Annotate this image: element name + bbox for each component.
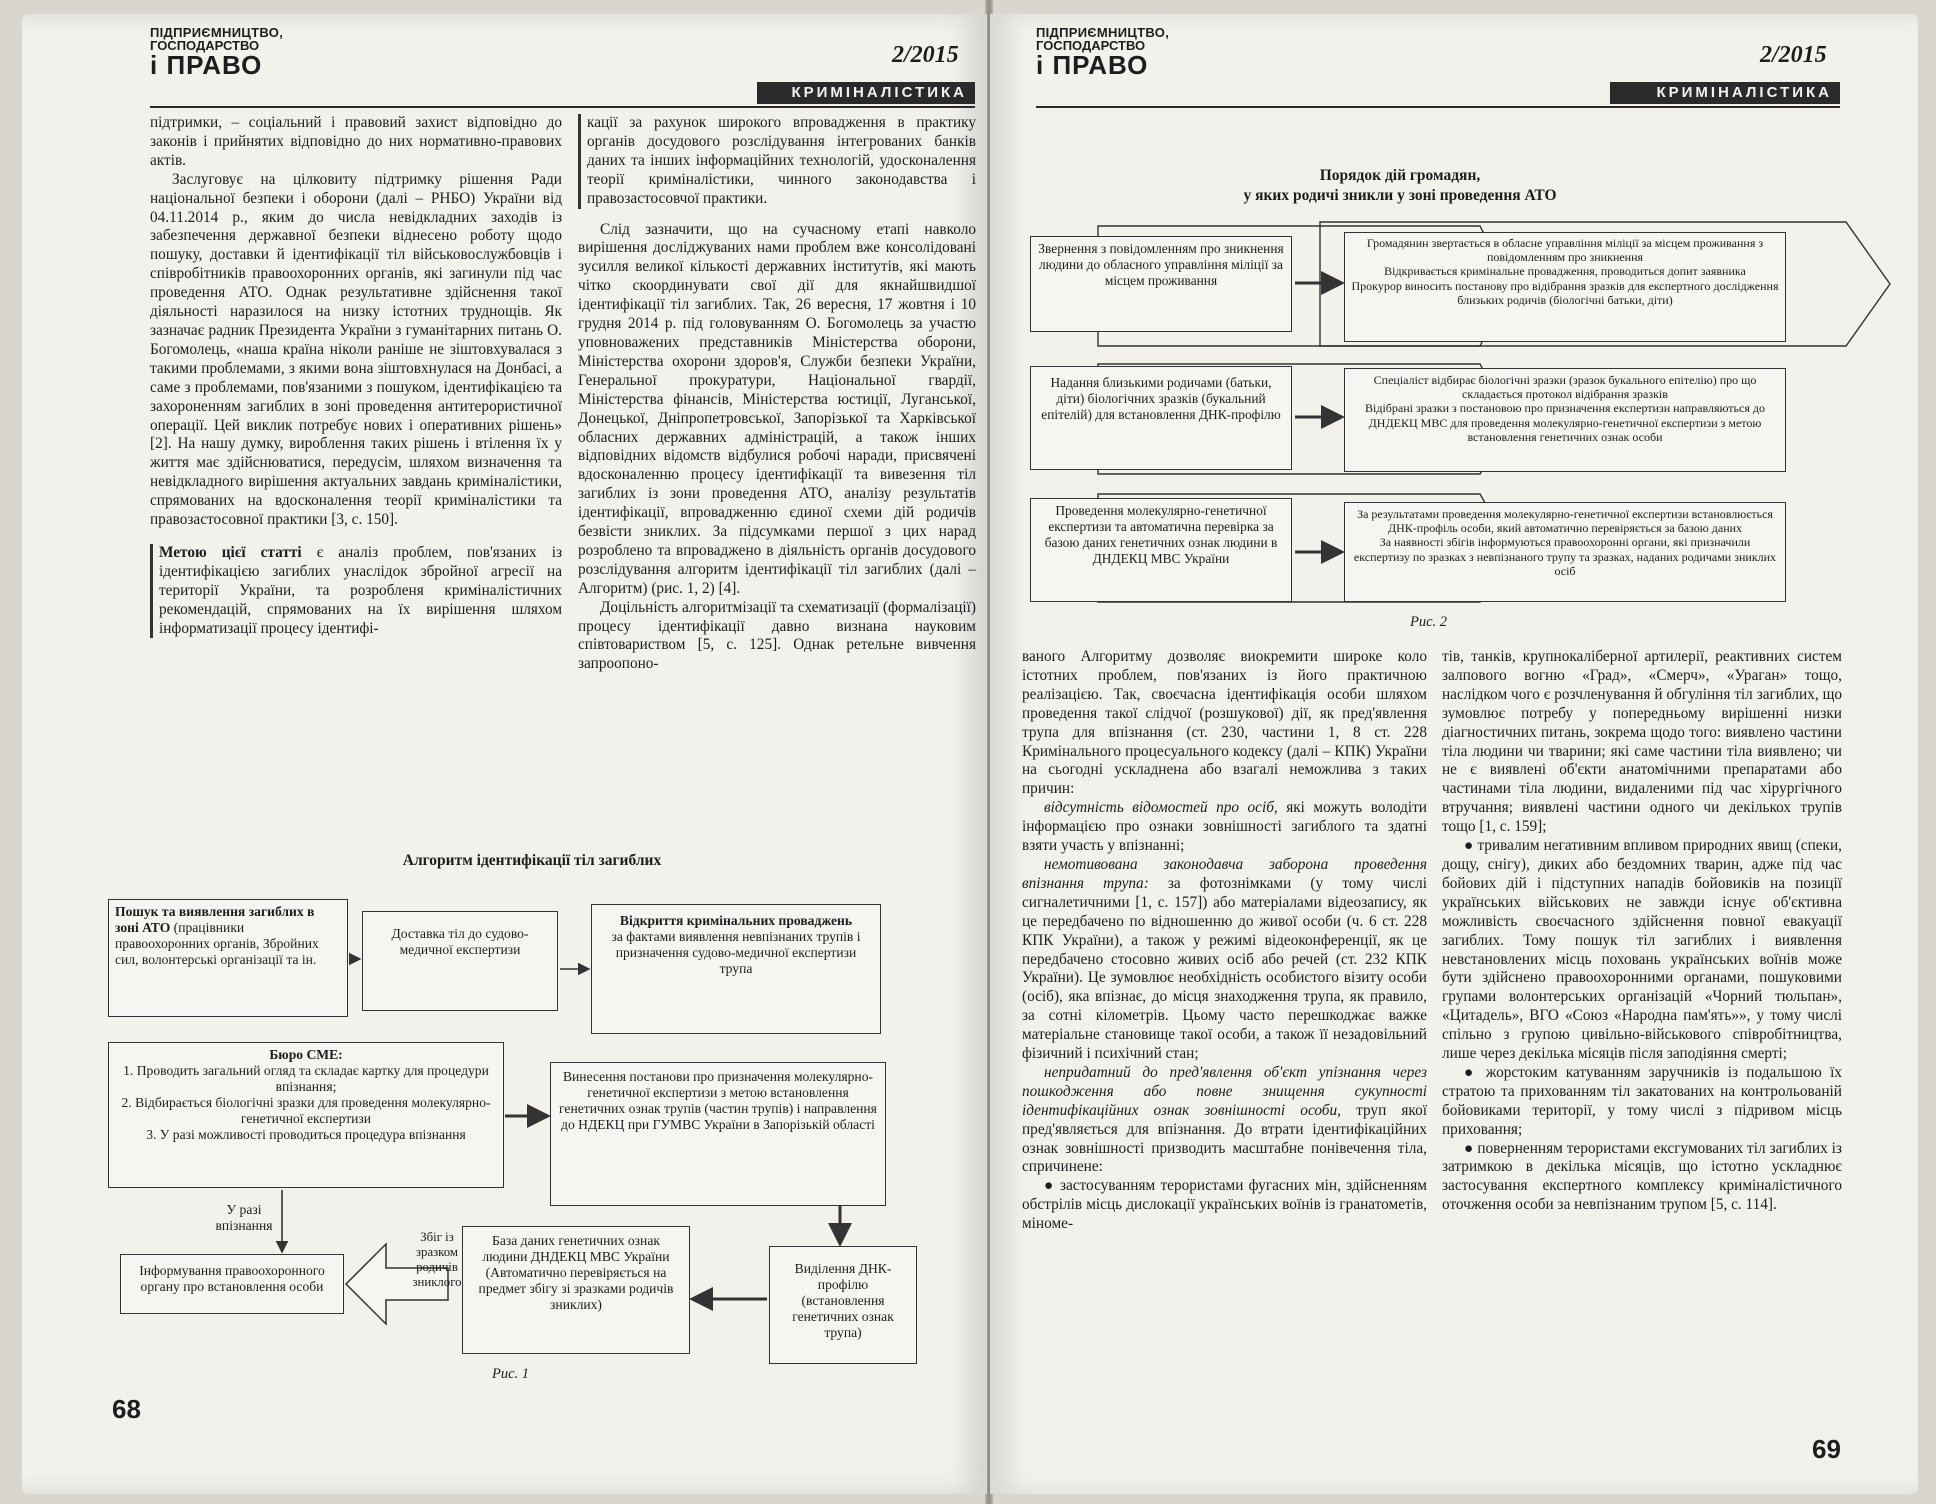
- fig1-title: Алгоритм ідентифікації тіл загиблих: [402, 852, 662, 869]
- page-number: 69: [1812, 1434, 1841, 1464]
- list-item: немотивована законодавча заборона проведення впізнання трупа: за фотознімками (у тому числі сигналетичними [1, с. 157]) або матеріалами відеозапису, як це передбачено по відношенню до живої особи (ч. 6 ст. 228 КПК України), а також у режимі відеоконференції, як це передбачено стосовно живих осіб або речей (ст. 232 КПК України). Це зумовлює необхідність особистого візиту особи (осіб), яка впізнає, до місця знаходження трупа, як правило, за сотні кілометрів. Цьому часто перешкоджає важке матеріальне становище такої особи, а також її незадовільний фізичний і психічний стан;: [1022, 855, 1428, 1063]
- page-number: 68: [112, 1394, 141, 1424]
- fig1-if-identified-label: У разі впізнання: [215, 1202, 273, 1233]
- bullet-item: ● поверненням терористами ексгумованих тіл загиблих із затримкою в декілька місяців, що істотно ускладнює застосування експертного комплексу криміналістичного оточження особи за невпізнаним трупом [5, с. 114].: [1442, 1139, 1842, 1214]
- paragraph: кації за рахунок широкого впровадження в практику органів досудового розслідування інтегрованих банків даних та інших інформаційних технологій, удосконалення теорії криміналістики, чинного законодавства і правозастосовчої практики.: [578, 114, 976, 209]
- right-page: [990, 14, 1918, 1494]
- issue-number: 2/2015: [892, 42, 959, 68]
- fig2-title: Порядок дій громадян, у яких родичі зникли у зоні проведення АТО: [1243, 167, 1557, 204]
- paragraph: Заслуговує на цілковиту підтримку рішення Ради національної безпеки і оборони (далі – РНБО) України від 04.11.2014 р., яким до числа невідкладних заходів із забезпечення державної безпеки віднесено роботу щодо пошуку, доставки й ідентифікації тіл військовослужбовців і співробітників правоохоронних органів, які загинули під час проведення АТО. Однак результативне здійснення такої діяльності наразилося на низку істотних труднощів. Як зазначає радник Президента України з гуманітарних питань О. Богомолець, «наша країна ніколи раніше не зіштовхувалася з такими проблемами, з якими вона зіштовхнулася на Донбасі, а саме з проблемами, пов'язаними з пошуком, ідентифікацією та захороненням загиблих в зоні проведення антитерористичної операції. Цей виклик потребує нових і оперативних рішень» [2]. На нашу думку, вироблення таких рішень і втілення їх у життя має здійснюватися, передусім, шляхом визначення та невідкладного вирішення актуальних завдань криміналістики, спрямованих на вдосконалення теорії криміналістики та правозастосовної практики [3, с. 150].: [150, 170, 562, 529]
- fig1-database-box: База даних генетичних ознак людини ДНДЕКЦ МВС України (Автоматично перевіряється на предмет збігу зі зразками родичів зниклих): [462, 1226, 690, 1354]
- journal-logo: ПІДПРИЄМНИЦТВО, ГОСПОДАРСТВО і ПРАВО: [1036, 25, 1170, 80]
- paragraph: підтримки, – соціальний і правовий захист відповідно до законів і прийнятих відповідно до них нормативно-правових актів.: [150, 114, 562, 169]
- paragraph: ваного Алгоритму дозволяє виокремити широке коло істотних проблем, пов'язаних із його практичною реалізацією. Так, своєчасна ідентифікація особи шляхом проведення такої слідчої (розшукової) дії, як пред'явлення трупа для впізнання (ст. 230, частини 1, 8 ст. 228 Кримінального процесуального кодексу (далі – КПК) України на сьогодні ускладнена або взагалі неможлива з таких причин:: [1022, 648, 1427, 798]
- right-column-1: [1022, 648, 1427, 1234]
- fig1-opening-box: Відкриття кримінальних проваджень за фактами виявлення невпізнаних трупів і призначення судово-медичної експертизи трупа: [591, 904, 881, 1034]
- journal-logo: ПІДПРИЄМНИЦТВО, ГОСПОДАРСТВО і ПРАВО: [150, 25, 284, 80]
- fig2-right-box-3: За результатами проведення молекулярно-генетичної експертизи встановлюється ДНК-профіль особи, який автоматично перевіряється за базою даних За наявності збігів інформуються правоохоронні органи, які призначили експертизу по зразках з невпізнаного трупу та зразках, наданих родичами зниклих осіб: [1344, 502, 1786, 602]
- paragraph: Слід зазначити, що на сучасному етапі навколо вирішення досліджуваних нами проблем вже консолідовані зусилля великої кількості державних інститутів, які мають чітко скоординувати свої дії для якнайшвидшої ідентифікації тіл загиблих. Так, 26 вересня, 17 жовтня і 10 грудня 2014 р. під головуванням О. Богомолець за участю уповноважених представників Міністерства оборони, Міністерства охорони здоров'я, Служби безпеки України, Генеральної прокуратури, Національної гвардії, Міністерства фінансів, Міністерства юстиції, Луганської, Донецької, Дніпропетровської, Запорізької та Харківської обласних державних адміністрацій, а також інших відповідних відомств відбулися робочі наради, присвячені вдосконаленню процесу ідентифікації та вивезення тіл загиблих із зони проведення АТО, аналізу результатів ідентифікації, впровадженню єдиної схеми дій родичів безвісти зниклих. За підсумками першої з цих нарад розроблено та впроваджено в діяльність органів досудового розслідування алгоритм ідентифікації тіл загиблих (далі – Алгоритм) (рис. 1, 2) [4].: [578, 220, 976, 597]
- fig1-match-label: Збіг із зразком родичів зниклого: [412, 1230, 462, 1289]
- right-column-2: [1442, 648, 1842, 1215]
- list-item: непридатний до пред'явлення об'єкт упізнання через пошкодження або повне знищення сукупності ідентифікаційних ознак зовнішності особи, труп якої пред'являється для впізнання. До втрати ідентифікаційних ознак зовнішності призводить масштабне понівечення тіла, спричинене:: [1022, 1063, 1427, 1176]
- fig1-dna-box: Виділення ДНК-профілю (встановлення генетичних ознак трупа): [769, 1246, 917, 1364]
- paragraph: Доцільність алгоритмізації та схематизації (формалізації) процесу ідентифікації давно визнана науковим співтовариством [5, с. 125]. Однак ретельне вивчення запроопоно-: [578, 598, 976, 673]
- fig2-caption: Рис. 2: [1410, 614, 1448, 630]
- fig2-right-box-2: Спеціаліст відбирає біологічні зразки (зразок букального епітелію) про що складається протокол відібрання зразків Відібрані зразки з постановою про призначення експертизи направляються до ДНДЕКЦ МВС для проведення молекулярно-генетичної експертизи з метою встановлення генетичних ознак особи: [1344, 368, 1786, 472]
- fig1-delivery-box: Доставка тіл до судово-медичної експертизи: [362, 911, 558, 1011]
- bullet-item: ● жорстоким катуванням заручників із подальшою їх стратою та прихованням тіл закатованих на контрольованій бойовиками території, у тому числі з підривом місць приховання;: [1442, 1063, 1842, 1138]
- fig2-left-box-3: Проведення молекулярно-генетичної експертизи та автоматична перевірка за базою даних генетичних ознак людини в ДНДЕКЦ МВС України: [1030, 498, 1292, 602]
- bullet-item: ● застосуванням терористами фугасних мін, здійсненням обстрілів місць дислокації українських воїнів із гранатометів, міноме-: [1022, 1177, 1427, 1233]
- left-page: [22, 14, 987, 1494]
- fig1-informing-box: Інформування правоохоронного органу про встановлення особи: [120, 1254, 344, 1314]
- fig2-left-box-1: Звернення з повідомленням про зникнення людини до обласного управління міліції за місцем проживання: [1030, 236, 1292, 332]
- fig1-bureau-box: Бюро СМЕ: 1. Проводить загальний огляд та складає картку для процедури впізнання; 2. Відбирається біологічні зразки для проведення молекулярно-генетичної експертизи 3. У разі можливості проводиться процедура впізнання: [108, 1042, 504, 1188]
- list-item: відсутність відомостей про осіб, які можуть володіти інформацією про ознаки зовнішності загиблого та здатні взяти участь у впізнанні;: [1022, 799, 1427, 855]
- fig2-right-box-1: Громадянин звертається в обласне управління міліції за місцем проживання з повідомленням про зникнення Відкривається кримінальне провадження, проводиться допит заявника Прокурор виносить постанову про відібрання зразків для експертного дослідження близьких родичів (біологічні батьки, діти): [1344, 232, 1786, 342]
- paragraph: тів, танків, крупнокаліберної артилерії, реактивних систем залпового вогню «Град», «Смерч», «Ураган» тощо, наслідком чого є розчленування й обгуління тіл загиблих, що зумовлює потребу у попередньому вирішенні низки діагностичних питань, зокрема щодо того: виявлено частини тіла людини чи тварини; які саме частини тіла виявлено; чи не є виявлені об'єкти анатомічними препаратами або частинами тіла людини, видаленими під час хірургічного втручання; виявлені частини одного чи декількох трупів тощо [1, с. 159];: [1442, 648, 1842, 836]
- section-label: КРИМІНАЛІСТИКА: [757, 82, 975, 104]
- fig2-left-box-2: Надання близькими родичами (батьки, діти) біологічних зразків (букальний епітелій) для встановлення ДНК-профілю: [1030, 366, 1292, 470]
- fig1-caption: Рис. 1: [492, 1366, 530, 1382]
- issue-number: 2/2015: [1760, 42, 1827, 68]
- section-label: КРИМІНАЛІСТИКА: [1610, 82, 1840, 104]
- fig1-resolution-box: Винесення постанови про призначення молекулярно-генетичної експертизи з метою встановлення генетичних ознак трупів (частин трупів) і направлення до НДЕКЦ при ГУМВС України в Запорізькій області: [550, 1062, 886, 1206]
- bullet-item: ● тривалим негативним впливом природних явищ (спеки, дощу, снігу), диких або бездомних тварин, адже під час бойових дій і підступних нападів бойовиків на позиції українських військових не завжди існує об'єктивна можливість своєчасного здійснення повної евакуації загиблих. Тому пошук тіл загиблих і виявлення невстановлених місць поховань українських воїнів може бути здійснено правоохоронними органами, пошуковими групами волонтерських організацій «Чорний тюльпан», «Цитадель», ВГО «Союз «Народна пам'ять»», у тому числі спільно з групою цивільно-військового співробітництва, лише через декілька місяців після заподіяння смерті;: [1442, 837, 1842, 1063]
- article-goal: Метою цієї статті є аналіз проблем, пов'язаних із ідентифікацією загиблих унаслідок збройної агресії на території України, та розробленя криміналістичних рекомендацій, спрямованих на їх вирішення шляхом інформатизації процесу ідентифі-: [150, 544, 562, 639]
- fig1-search-box: Пошук та виявлення загиблих в зоні АТО (працівники правоохоронних органів, Збройних сил, волонтерські організації та ін.: [108, 899, 348, 1017]
